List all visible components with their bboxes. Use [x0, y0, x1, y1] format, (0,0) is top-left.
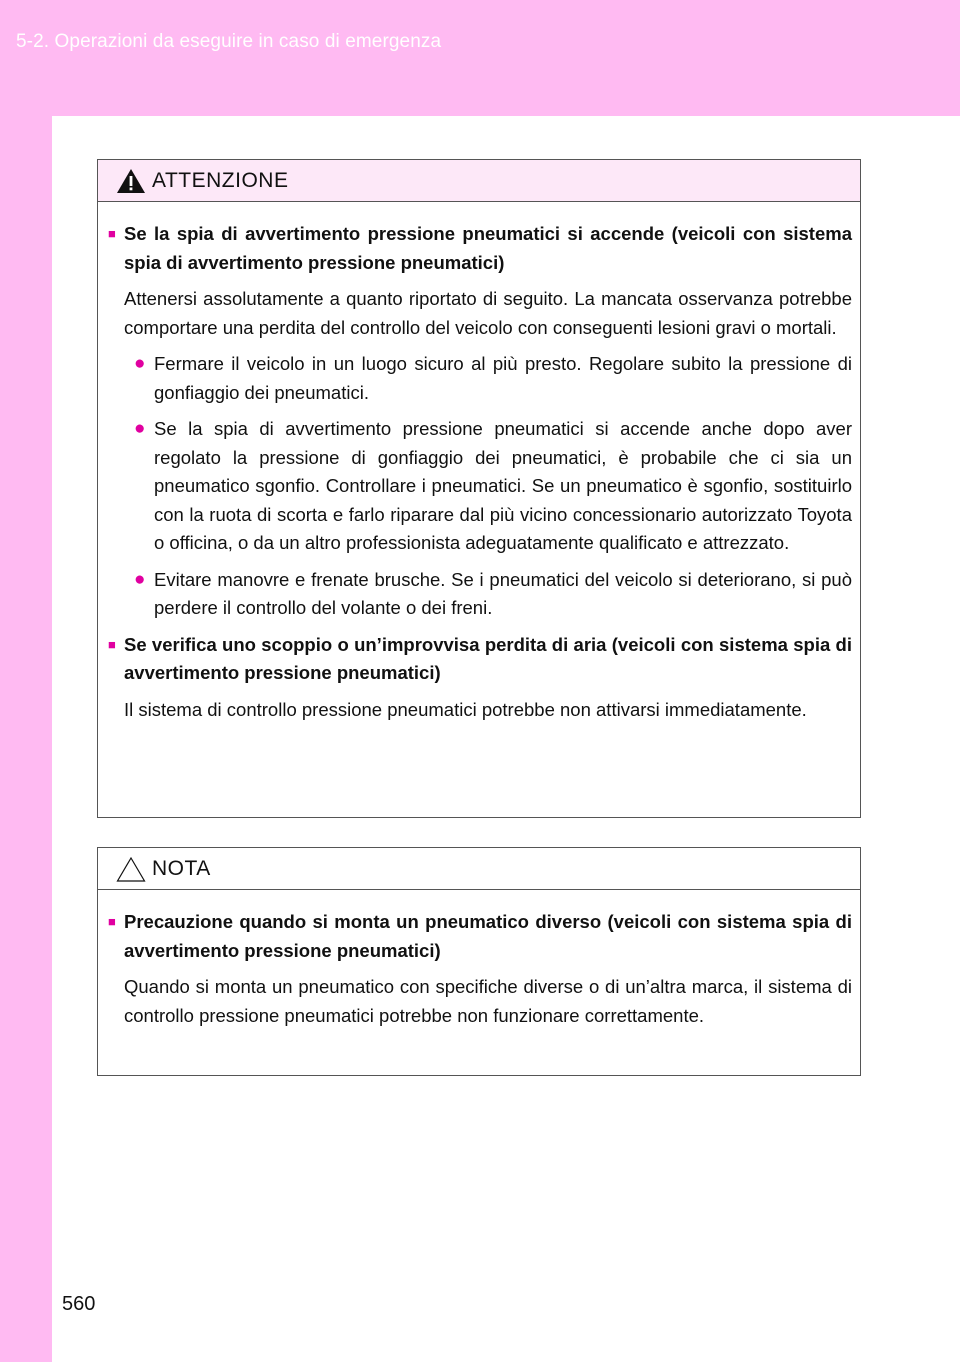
note-heading-1: ■ Precauzione quando si monta un pneumatico diverso (veicoli con sistema spia di avvertimento pressione pneumatici)	[108, 908, 852, 965]
square-bullet-icon: ■	[108, 914, 116, 929]
warning-heading-2: ■ Se verifica uno scoppio o un’improvvisa perdita di aria (veicoli con sistema spia di avvertimento pressione pneumatici)	[108, 631, 852, 688]
round-bullet-icon: ●	[134, 353, 146, 374]
note-box-header	[98, 848, 860, 890]
warning-title: ATTENZIONE	[152, 168, 289, 192]
warning-box-header	[98, 160, 860, 202]
warning-triangle-icon	[116, 168, 146, 194]
list-item: ● Se la spia di avvertimento pressione pneumatici si accende anche dopo aver regolato la pressione di gonfiaggio dei pneumatici, è probabile che ci sia un pneumatico sgonfio. Controllare i pneumatici. Se un pneumatico è sgonfio, sostituirlo con la ruota di scorta e farlo riparare dal più vicino concessionario autorizzato Toyota o officina, o da un altro professionista adeguatamente qualificato e attrezzato.	[108, 415, 852, 558]
side-band	[0, 116, 52, 1362]
square-bullet-icon: ■	[108, 226, 116, 241]
list-item: ● Fermare il veicolo in un luogo sicuro al più presto. Regolare subito la pressione di gonfiaggio dei pneumatici.	[108, 350, 852, 407]
section-header: 5-2. Operazioni da eseguire in caso di emergenza	[16, 31, 442, 52]
page-number: 560	[62, 1293, 96, 1315]
square-bullet-icon: ■	[108, 636, 116, 652]
header-band	[0, 0, 960, 116]
warning-text-2: Il sistema di controllo pressione pneumatici potrebbe non attivarsi immediatamente.	[124, 698, 807, 720]
list-item: ● Evitare manovre e frenate brusche. Se i pneumatici del veicolo si deteriorano, si può perdere il controllo del volante o dei freni.	[108, 566, 852, 623]
round-bullet-icon: ●	[134, 418, 146, 439]
note-title: NOTA	[152, 856, 211, 880]
caution-outline-icon	[116, 856, 146, 882]
round-bullet-icon: ●	[134, 568, 146, 590]
note-text-1: Quando si monta un pneumatico con specifiche diverse o di un’altra marca, il sistema di controllo pressione pneumatici potrebbe non funzionare correttamente.	[124, 976, 852, 1026]
warning-heading-1: ■ Se la spia di avvertimento pressione pneumatici si accende (veicoli con sistema spia di avvertimento pressione pneumatici)	[108, 220, 852, 277]
warning-box	[97, 159, 861, 818]
warning-text-1: Attenersi assolutamente a quanto riportato di seguito. La mancata osservanza potrebbe comportare una perdita del controllo del veicolo con conseguenti lesioni gravi o mortali.	[124, 288, 852, 338]
note-box	[97, 847, 861, 1076]
